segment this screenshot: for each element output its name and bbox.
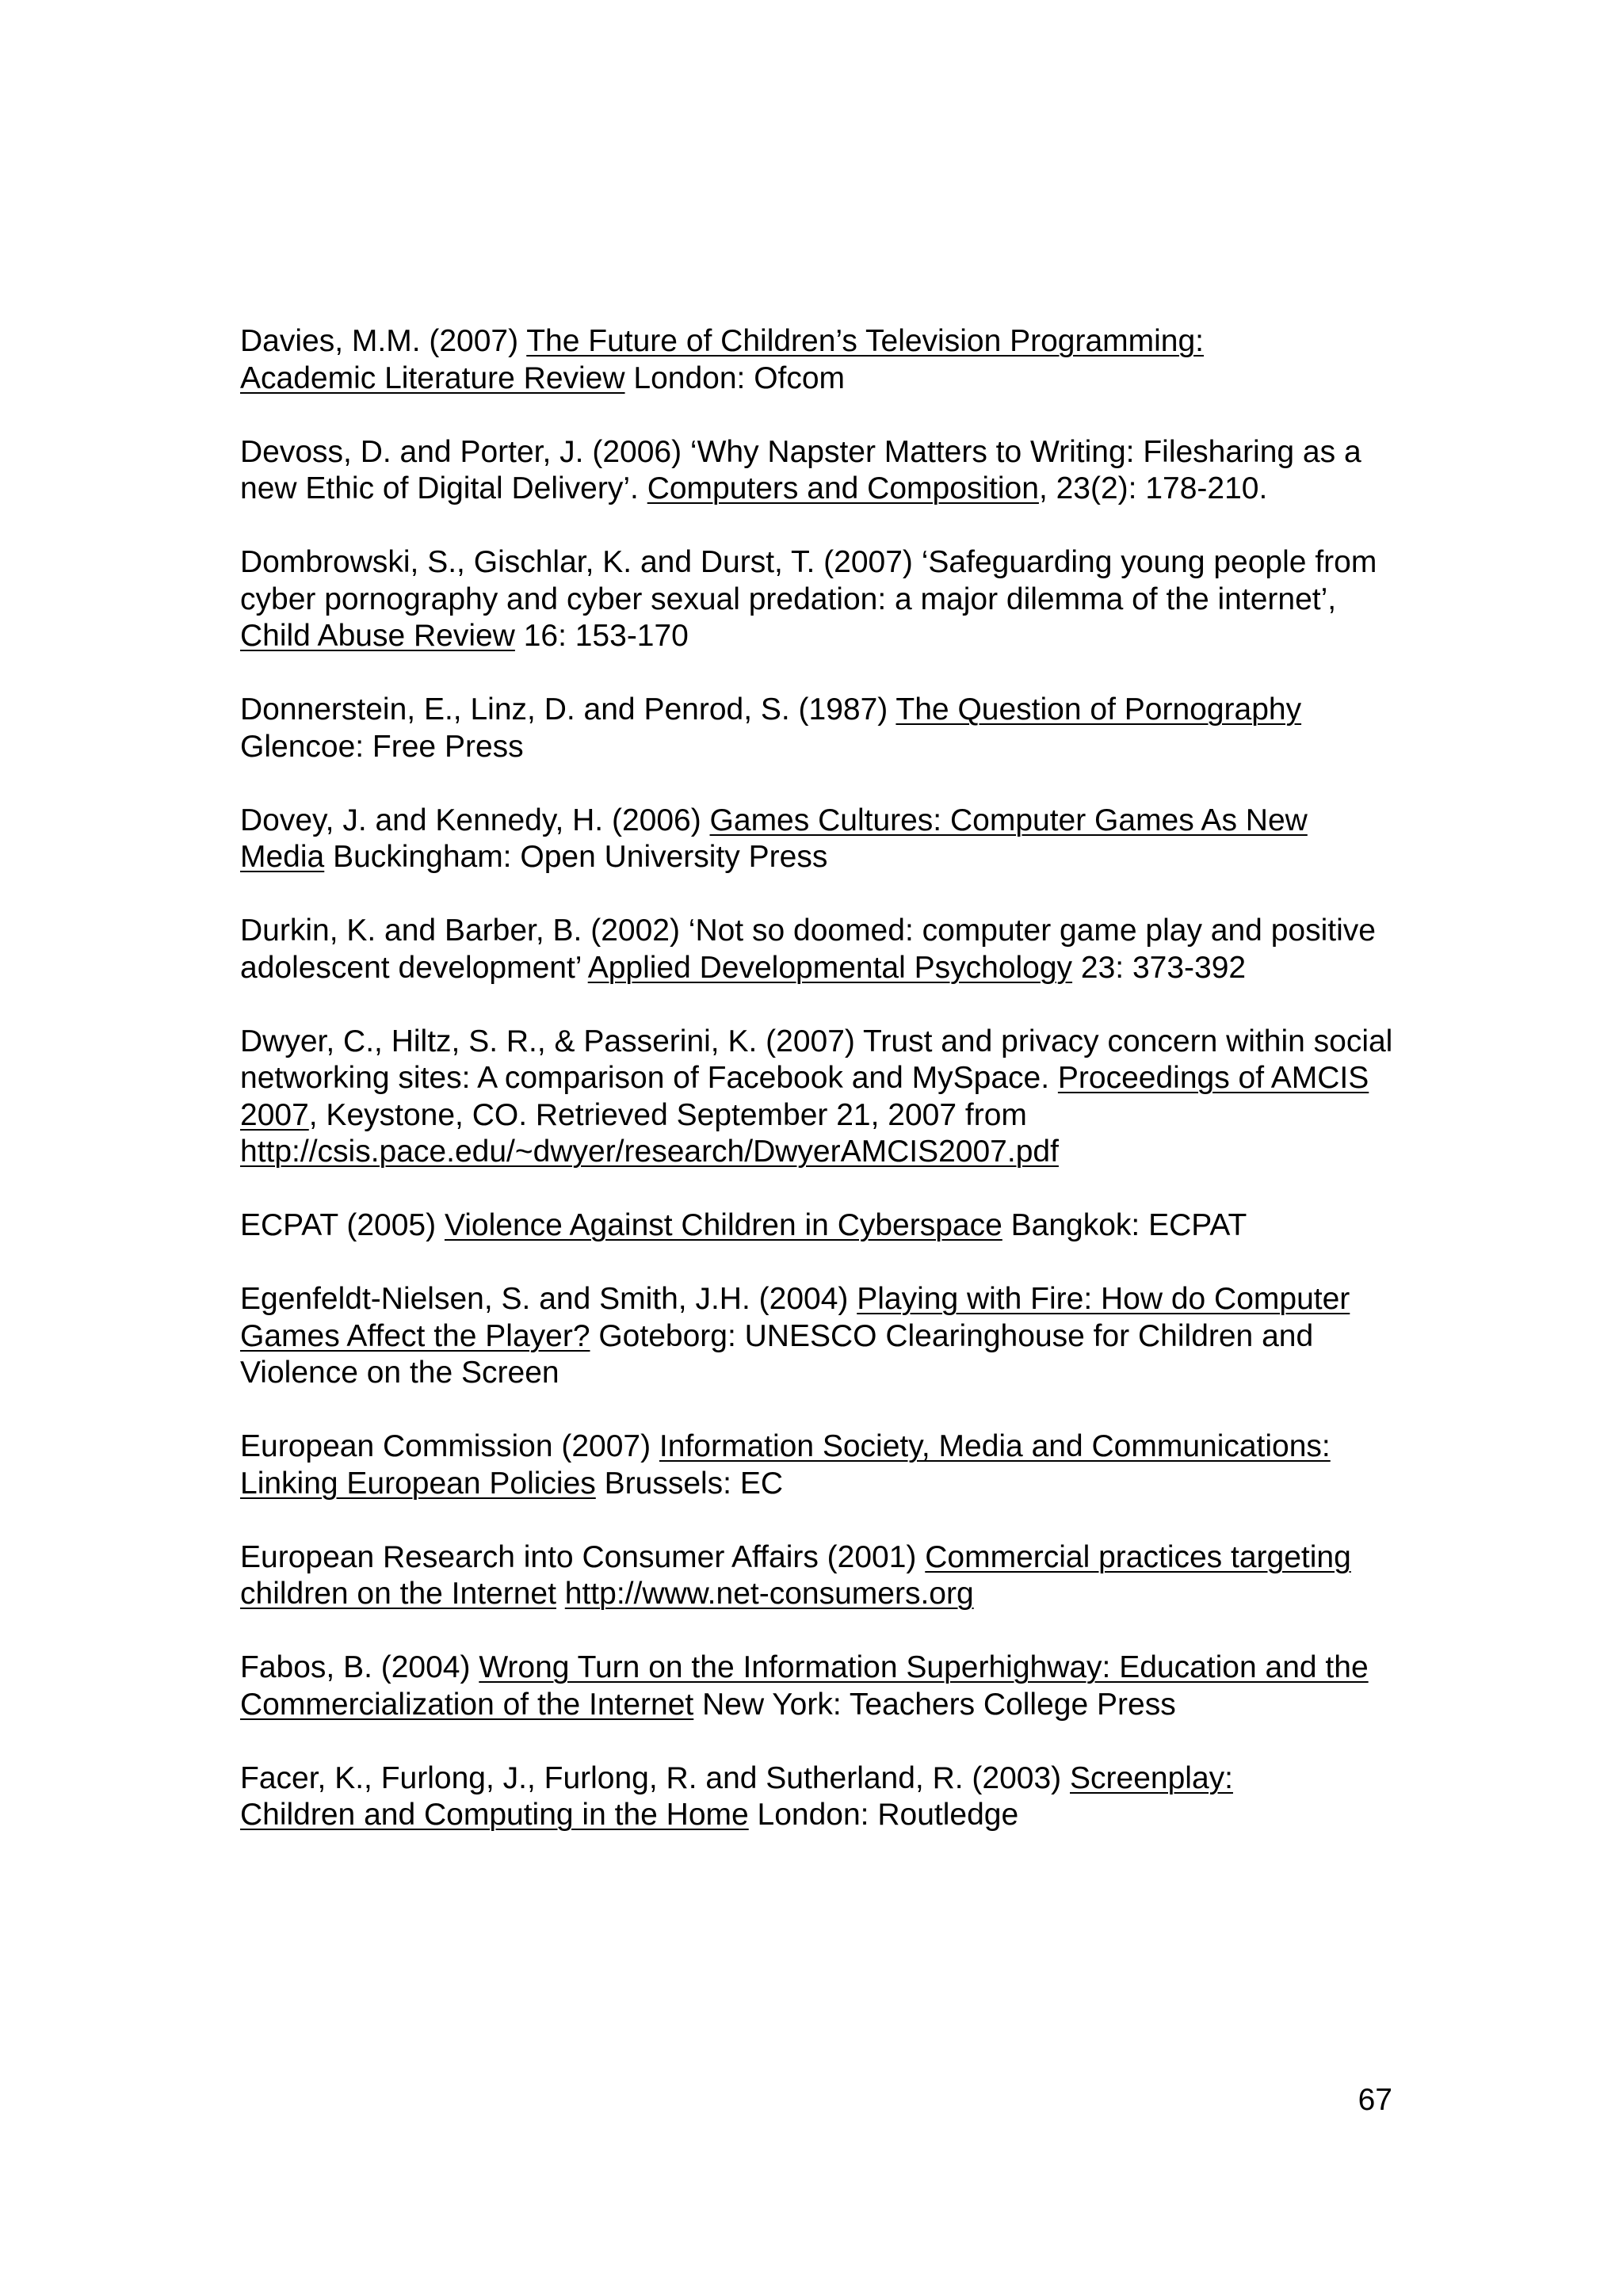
reference-authors-year: Egenfeldt-Nielsen, S. and Smith, J.H. (2004) [240,1282,857,1316]
reference-publisher: Brussels: EC [595,1466,784,1501]
reference-publisher: London: Routledge [748,1798,1019,1832]
reference-publisher: Glencoe: Free Press [240,729,524,764]
reference-title: Commercial practices targeting children on the Internet [240,1539,1351,1611]
reference-link[interactable]: http://www.net-consumers.org [564,1577,974,1611]
reference-entry [240,1539,1397,1613]
reference-authors-year: Facer, K., Furlong, J., Furlong, R. and Sutherland, R. (2003) [240,1760,1071,1795]
reference-entry [240,1281,1397,1392]
reference-entry [240,913,1397,986]
reference-authors-year: Dovey, J. and Kennedy, H. (2006) [240,803,710,837]
reference-publisher: 23: 373-392 [1072,950,1247,985]
reference-entry [240,803,1397,876]
reference-entry [240,1207,1397,1245]
reference-title: The Future of Children’s Television Programming: [526,324,1205,358]
reference-publisher [556,1577,565,1611]
reference-title: Linking European Policies [240,1466,596,1501]
reference-title: Violence Against Children in Cyberspace [444,1208,1002,1242]
reference-entry [240,1024,1397,1171]
reference-title: Information Society, Media and Communications: [659,1429,1331,1463]
reference-authors-year: Donnerstein, E., Linz, D. and Penrod, S. (1987) [240,692,896,727]
reference-entry [240,1650,1397,1723]
reference-title: Children and Computing in the Home [240,1798,749,1832]
page-number: 67 [1358,2083,1392,2117]
reference-publisher: , Keystone, CO. Retrieved September 21, 2007 from [308,1097,1027,1132]
reference-link[interactable]: http://csis.pace.edu/~dwyer/research/DwyerAMCIS2007.pdf [240,1135,1059,1169]
reference-authors-year: Dombrowski, S., Gischlar, K. and Durst, T. (2007) ‘Safeguarding young people from cyber pornography and cyber sexual predation: a major dilemma of the internet’, [240,545,1377,616]
reference-publisher: , 23(2): 178-210. [1038,471,1268,505]
reference-title: Games Cultures: Computer Games As New Media [240,803,1308,874]
reference-authors-year: Devoss, D. and Porter, J. (2006) ‘Why Napster Matters to Writing: Filesharing as a new Ethic of Digital Delivery’. [240,434,1361,505]
reference-publisher: Bangkok: ECPAT [1002,1208,1247,1242]
reference-entry [240,544,1397,655]
reference-publisher: 16: 153-170 [514,619,689,653]
reference-title: Applied Developmental Psychology [587,950,1073,985]
reference-entry [240,1760,1397,1834]
reference-publisher: New York: Teachers College Press [693,1687,1176,1722]
reference-authors-year: Dwyer, C., Hiltz, S. R., & Passerini, K. (2007) Trust and privacy concern within social networking sites: A comparison of Facebook and MySpace. [240,1024,1393,1095]
reference-publisher: Goteborg: UNESCO Clearinghouse for Children and Violence on the Screen [240,1318,1314,1390]
reference-authors-year: European Research into Consumer Affairs (2001) [240,1539,926,1574]
reference-list [240,323,1397,1871]
reference-entry [240,692,1397,765]
reference-title: The Question of Pornography [896,692,1302,727]
reference-title: Playing with Fire: How do Computer Games Affect the Player? [240,1282,1350,1353]
reference-authors-year: European Commission (2007) [240,1429,659,1463]
reference-title: Proceedings of AMCIS 2007 [240,1061,1369,1132]
reference-authors-year: ECPAT (2005) [240,1208,445,1242]
reference-title: Wrong Turn on the Information Superhighway: Education and the Commercialization of the Internet [240,1650,1369,1722]
reference-authors-year: Durkin, K. and Barber, B. (2002) ‘Not so doomed: computer game play and positive adolescent development’ [240,913,1376,985]
reference-title: Academic Literature Review [240,360,625,395]
reference-title: Child Abuse Review [240,619,515,653]
reference-publisher: London: Ofcom [624,360,846,395]
reference-title: Computers and Composition [647,471,1039,505]
reference-entry [240,434,1397,508]
reference-authors-year: Davies, M.M. (2007) [240,324,527,358]
reference-entry [240,1428,1397,1502]
reference-title: Screenplay: [1070,1760,1233,1795]
reference-entry [240,323,1397,397]
reference-publisher: Buckingham: Open University Press [324,840,828,874]
reference-authors-year: Fabos, B. (2004) [240,1650,479,1684]
